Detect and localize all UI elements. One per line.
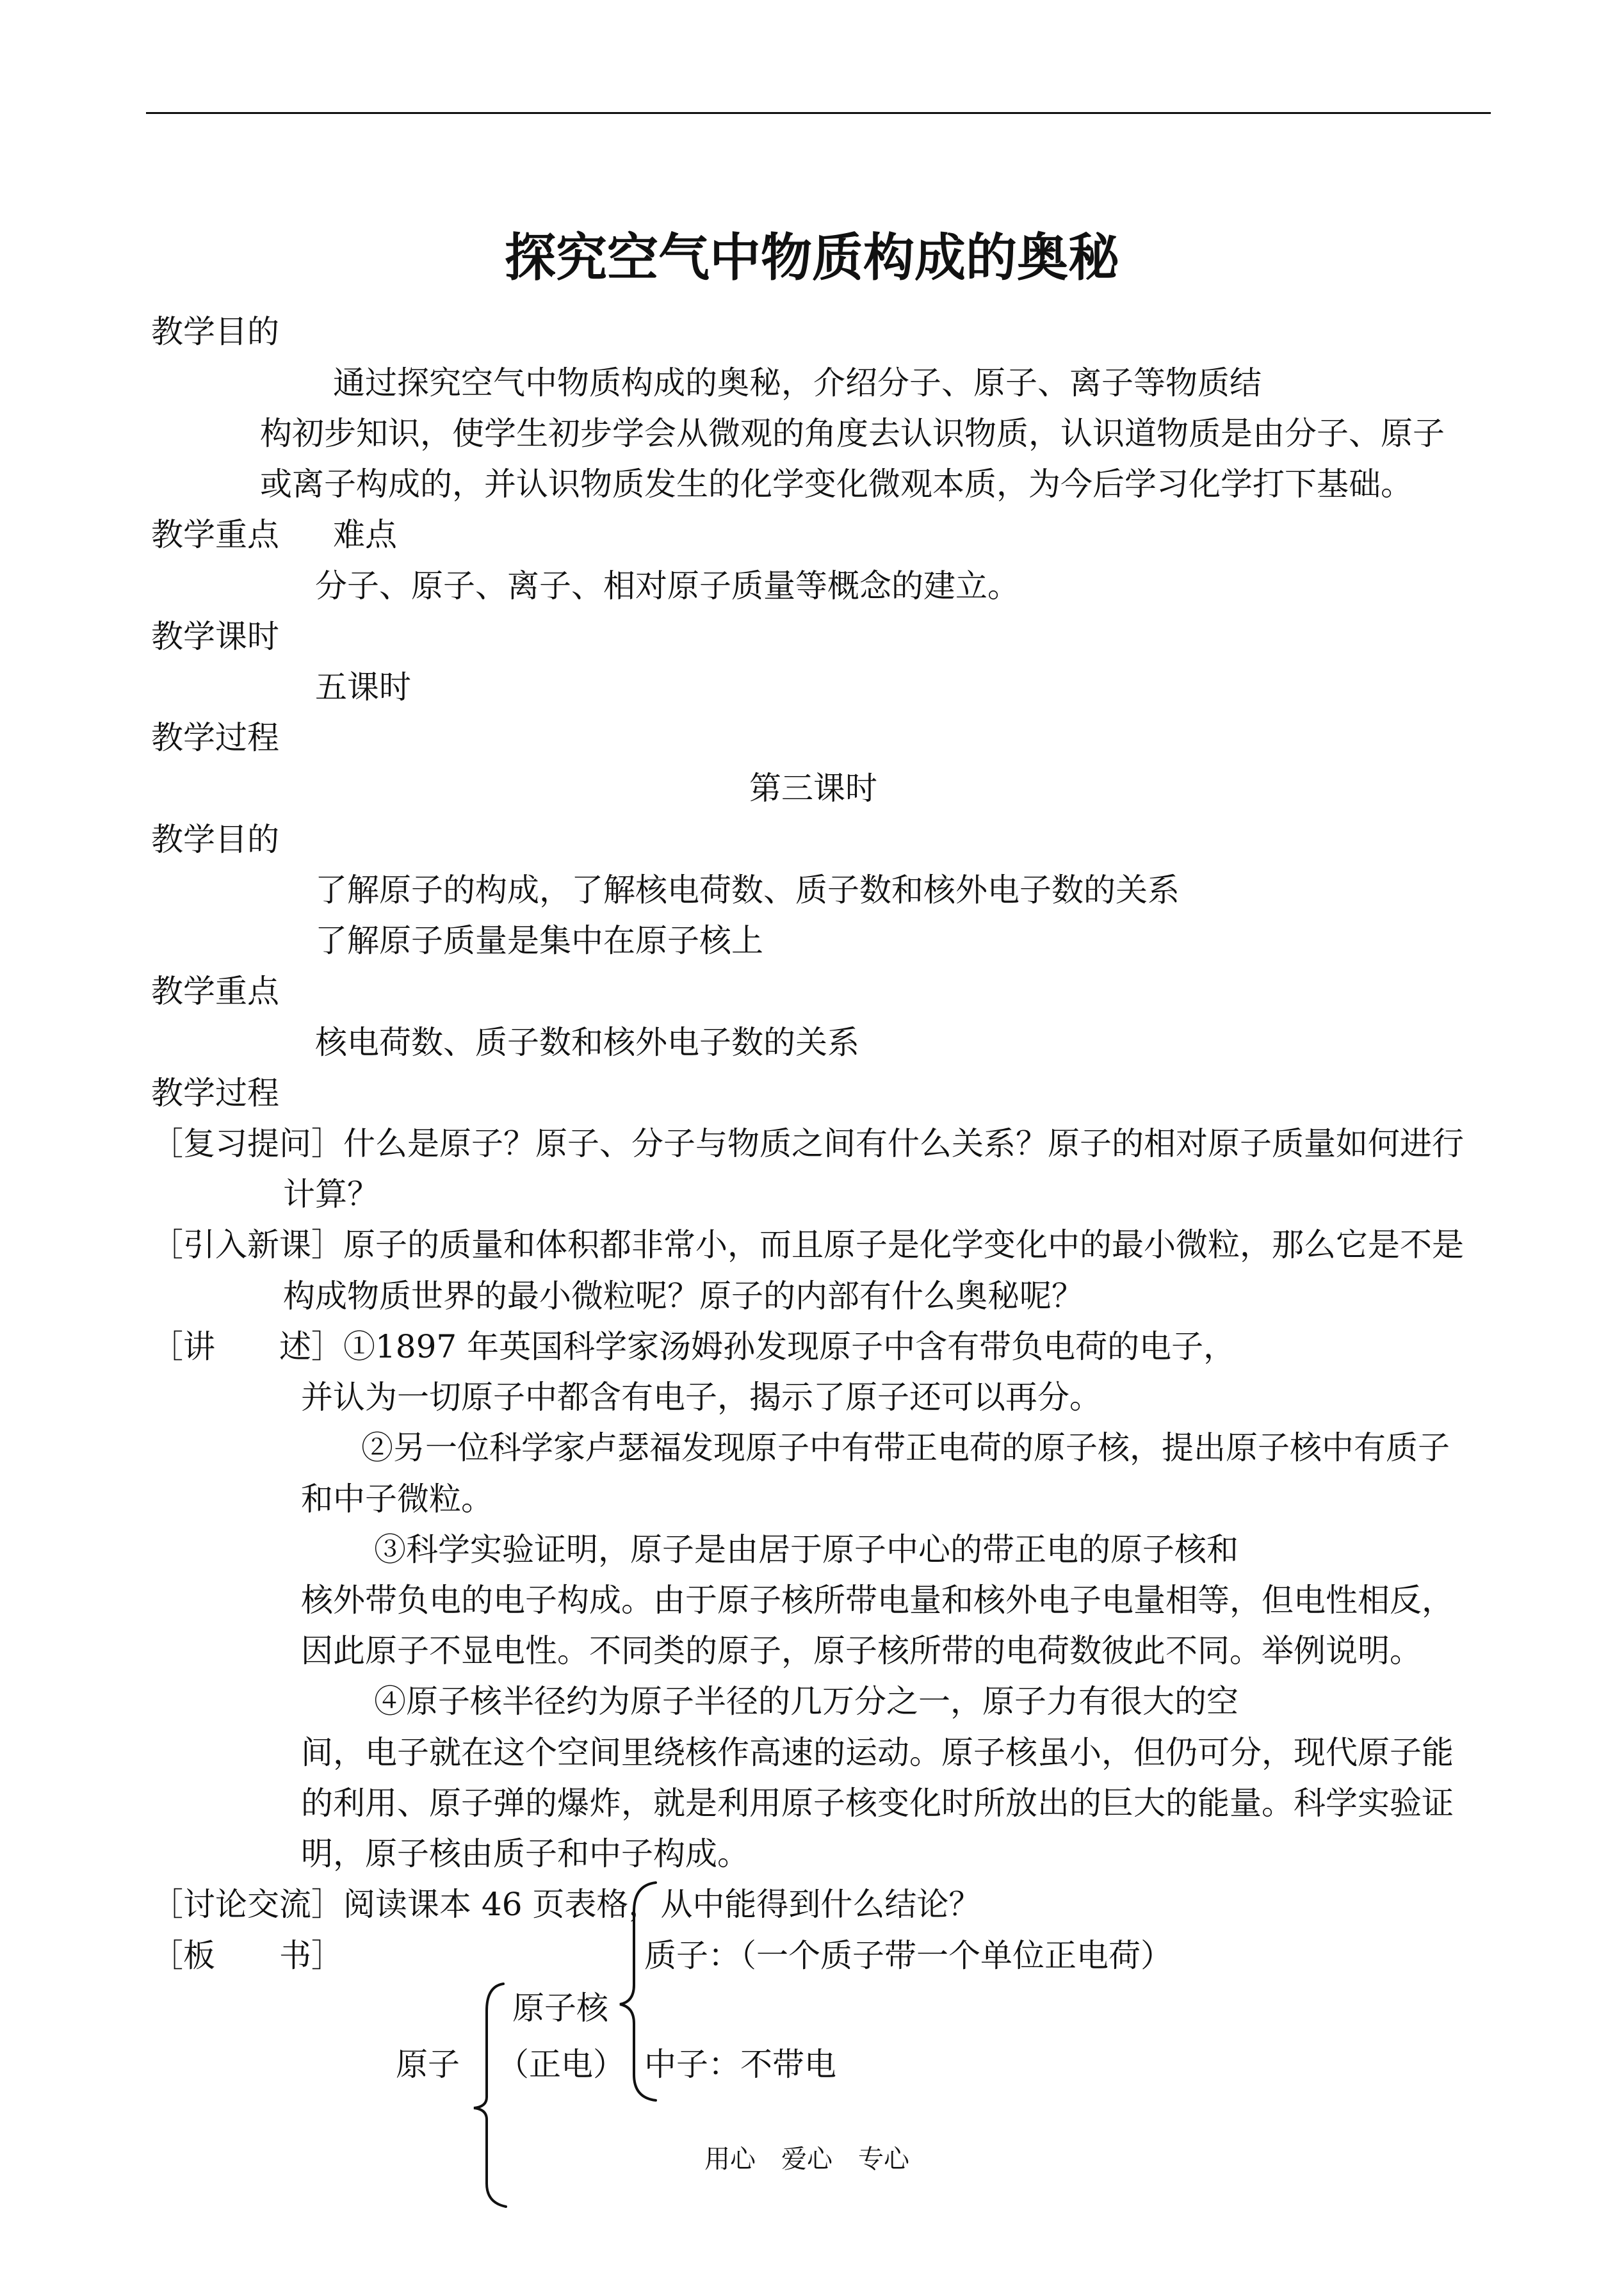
goal2-heading: 教学目的 [151,821,279,858]
lecture-line-9: 间，电子就在这个空间里绕核作高速的运动。原子核虽小，但仍可分，现代原子能 [301,1734,1454,1771]
discuss-line: ［讨论交流］阅读课本 46 页表格，从中能得到什么结论？ [151,1886,981,1923]
lecture-line-4: 和中子微粒。 [301,1480,493,1518]
hours-text: 五课时 [315,669,411,706]
key-text: 分子、原子、离子、相对原子质量等概念的建立。 [315,567,1019,604]
neutron-label: 中子：不带电 [644,2046,836,2083]
lecture-label: ［讲 述］ [151,1328,343,1365]
goal-paragraph-line-3: 或离子构成的，并认识物质发生的化学变化微观本质，为今后学习化学打下基础。 [260,466,1413,503]
lesson-title: 第三课时 [749,770,877,807]
board-label: ［板 书］ [151,1937,343,1974]
lecture-line-2: 并认为一切原子中都含有电子，揭示了原子还可以再分。 [301,1379,1101,1416]
lecture-line-10: 的利用、原子弹的爆炸，就是利用原子核变化时所放出的巨大的能量。科学实验证 [301,1785,1454,1822]
goal-paragraph-line-1: 通过探究空气中物质构成的奥秘，介绍分子、原子、离子等物质结 [333,364,1262,401]
goal-heading: 教学目的 [151,313,279,350]
lecture-line-6: 核外带负电的电子构成。由于原子核所带电量和核外电子电量相等，但电性相反， [301,1582,1454,1619]
nucleus-label: 原子核 [512,1990,608,2027]
goal-paragraph-line-2: 构初步知识，使学生初步学会从微观的角度去认识物质，认识道物质是由分子、原子 [260,415,1445,452]
hours-heading: 教学课时 [151,618,279,655]
intro-line-1: ［引入新课］原子的质量和体积都非常小，而且原子是化学变化中的最小微粒，那么它是不是 [151,1226,1464,1263]
document-title: 探究空气中物质构成的奥秘 [505,227,1119,288]
review-line-1: ［复习提问］什么是原子？原子、分子与物质之间有什么关系？原子的相对原子质量如何进行 [151,1125,1464,1162]
intro-line-2: 构成物质世界的最小微粒呢？原子的内部有什么奥秘呢？ [283,1277,1084,1315]
goal2-line-2: 了解原子质量是集中在原子核上 [315,922,763,959]
atom-brace [474,1984,506,2207]
lecture-line-5: ③科学实验证明，原子是由居于原子中心的带正电的原子核和 [374,1531,1238,1568]
key2-text: 核电荷数、质子数和核外电子数的关系 [315,1024,859,1061]
difficulty-heading: 难点 [333,516,397,553]
nucleus-brace [620,1883,656,2100]
lecture-line-3: ②另一位科学家卢瑟福发现原子中有带正电荷的原子核，提出原子核中有质子 [361,1429,1450,1466]
nucleus-charge-label: （正电） [497,2046,625,2083]
process-heading: 教学过程 [151,719,279,756]
lecture-line-1: ①1897 年英国科学家汤姆孙发现原子中含有带负电荷的电子， [343,1328,1236,1365]
key2-heading: 教学重点 [151,973,279,1010]
key-heading: 教学重点 [151,516,279,553]
lecture-line-7: 因此原子不显电性。不同类的原子，原子核所带的电荷数彼此不同。举例说明。 [301,1632,1422,1669]
footer-motto: 用心 爱心 专心 [704,2145,909,2174]
lecture-line-8: ④原子核半径约为原子半径的几万分之一，原子力有很大的空 [374,1683,1238,1720]
atom-label: 原子 [396,2046,460,2083]
proton-label: 质子：（一个质子带一个单位正电荷） [644,1937,1173,1974]
review-line-2: 计算？ [283,1176,379,1213]
goal2-line-1: 了解原子的构成，了解核电荷数、质子数和核外电子数的关系 [315,872,1180,909]
lecture-line-11: 明，原子核由质子和中子构成。 [301,1835,749,1872]
process2-heading: 教学过程 [151,1075,279,1112]
